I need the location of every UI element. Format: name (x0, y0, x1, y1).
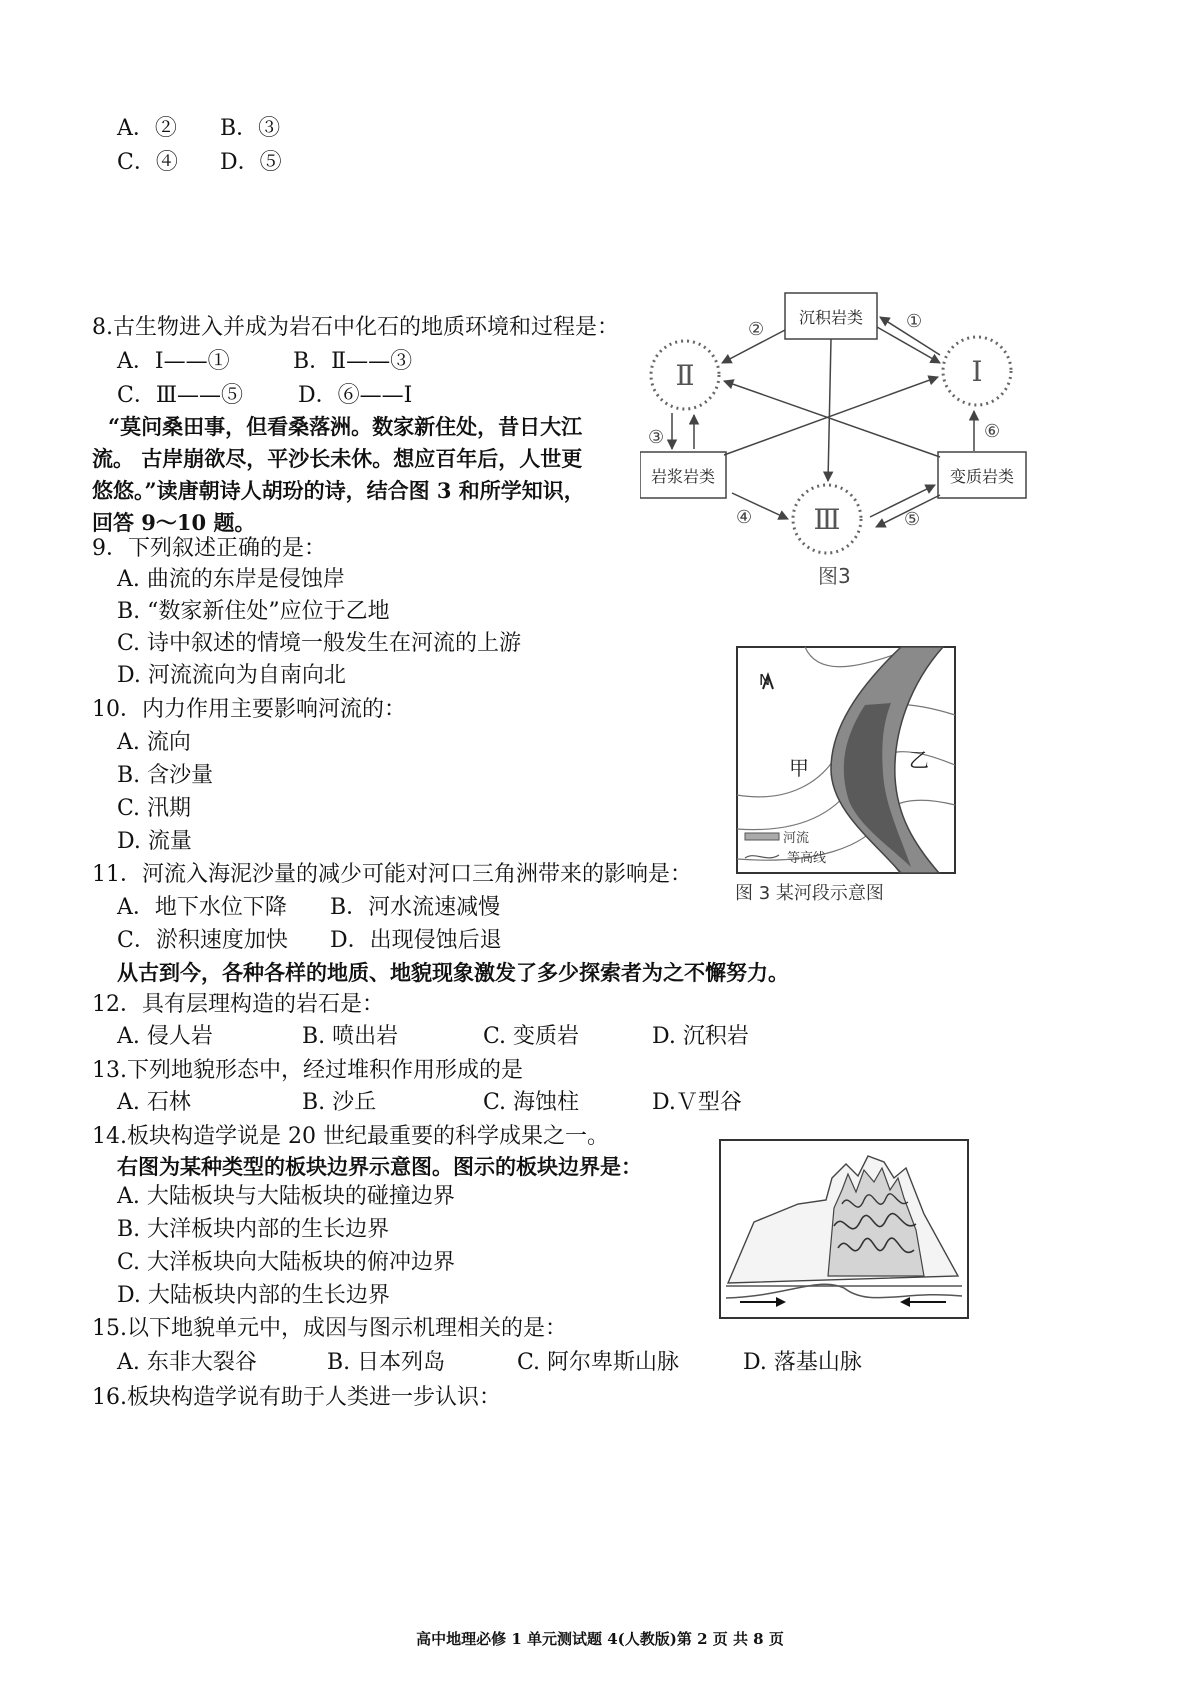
poem-line-3: 悠悠。”读唐朝诗人胡玢的诗，结合图 3 和所学知识， (92, 478, 585, 503)
q13-option-d: D.Ｖ型谷 (652, 1090, 742, 1115)
q9-option-a: A. 曲流的东岸是侵蚀岸 (117, 567, 345, 592)
q12-option-d: D. 沉积岩 (652, 1024, 749, 1049)
magma-label: 岩浆岩类 (650, 467, 716, 486)
circle-III-label: Ⅲ (813, 503, 841, 536)
q12-option-a: A. 侵人岩 (117, 1024, 213, 1049)
q8-stem: 8.古生物进入并成为岩石中化石的地质环境和过程是： (92, 315, 619, 340)
legend-river: 河流 (783, 831, 810, 846)
label-1: ① (906, 311, 923, 332)
q12-intro: 从古到今，各种各样的地质、地貌现象激发了多少探索者为之不懈努力。 (117, 960, 789, 985)
q10-option-c: C. 汛期 (117, 796, 192, 821)
q13-stem: 13.下列地貌形态中，经过堆积作用形成的是 (92, 1058, 523, 1083)
label-3: ③ (648, 427, 665, 448)
q8-option-a: A．Ⅰ——① (117, 349, 230, 374)
q11-option-b: B．河水流速减慢 (330, 895, 501, 920)
q7-option-b: B．③ (220, 116, 281, 141)
q8-option-d: D．⑥——Ⅰ (298, 383, 413, 408)
q14-stem: 14.板块构造学说是 20 世纪最重要的科学成果之一。 (92, 1124, 609, 1149)
label-5: ⑤ (904, 509, 921, 530)
label-6: ⑥ (984, 421, 1001, 442)
q14-option-c: C. 大洋板块向大陆板块的俯冲边界 (117, 1250, 456, 1275)
sedimentary-label: 沉积岩类 (798, 308, 864, 327)
q13-option-c: C. 海蚀柱 (483, 1090, 580, 1115)
q14-option-a: A. 大陆板块与大陆板块的碰撞边界 (117, 1184, 455, 1209)
q7-option-c: C．④ (117, 150, 178, 175)
q11-option-c: C．淤积速度加快 (117, 928, 288, 953)
q7-option-d: D．⑤ (220, 150, 282, 175)
q11-option-d: D．出现侵蚀后退 (330, 928, 502, 953)
q10-option-d: D. 流量 (117, 829, 192, 854)
q9-option-b: B. “数家新住处”应位于乙地 (117, 599, 390, 624)
q9-option-c: C. 诗中叙述的情境一般发生在河流的上游 (117, 631, 522, 656)
q12-stem: 12．具有层理构造的岩石是： (92, 992, 384, 1017)
legend-contour: 等高线 (787, 851, 827, 866)
rock-figure-caption: 图3 (818, 564, 851, 588)
north-label: N (759, 671, 771, 689)
q15-option-a: A. 东非大裂谷 (117, 1350, 257, 1375)
label-4: ④ (736, 507, 753, 528)
q10-option-b: B. 含沙量 (117, 763, 214, 788)
q13-option-b: B. 沙丘 (302, 1090, 377, 1115)
river-segment-map (735, 645, 967, 910)
q12-option-b: B. 喷出岩 (302, 1024, 399, 1049)
metamorphic-label: 变质岩类 (949, 467, 1015, 486)
q14-option-b: B. 大洋板块内部的生长边界 (117, 1217, 390, 1242)
q10-option-a: A. 流向 (117, 730, 191, 755)
q9-stem: 9．下列叙述正确的是： (92, 536, 326, 561)
q7-option-a: A．② (117, 116, 177, 141)
rock-cycle-diagram (640, 285, 1030, 590)
yi-label: 乙 (909, 748, 929, 772)
poem-line-1: “莫问桑田事，但看桑落洲。数家新住处，昔日大江 (108, 414, 583, 439)
q11-option-a: A．地下水位下降 (117, 895, 287, 920)
q8-option-c: C．Ⅲ——⑤ (117, 383, 244, 408)
q15-stem: 15.以下地貌单元中，成因与图示机理相关的是： (92, 1316, 567, 1341)
q12-option-c: C. 变质岩 (483, 1024, 580, 1049)
q11-stem: 11．河流入海泥沙量的减少可能对河口三角洲带来的影响是： (92, 862, 692, 887)
circle-I-label: Ⅰ (971, 355, 983, 388)
q15-option-c: C. 阿尔卑斯山脉 (517, 1350, 680, 1375)
q13-option-a: A. 石林 (117, 1090, 191, 1115)
label-2: ② (748, 319, 765, 340)
q16-stem: 16.板块构造学说有助于人类进一步认识： (92, 1385, 501, 1410)
plate-boundary-diagram (718, 1138, 972, 1322)
q15-option-d: D. 落基山脉 (743, 1350, 862, 1375)
poem-line-4: 回答 9～10 题。 (92, 510, 256, 535)
jia-label: 甲 (789, 756, 809, 780)
q14-intro: 右图为某种类型的板块边界示意图。图示的板块边界是： (117, 1154, 642, 1179)
q8-option-b: B．Ⅱ——③ (293, 349, 413, 374)
q14-option-d: D. 大陆板块内部的生长边界 (117, 1283, 390, 1308)
q9-option-d: D. 河流流向为自南向北 (117, 663, 346, 688)
circle-II-label: Ⅱ (675, 359, 695, 392)
poem-line-2: 流。 古岸崩欲尽，平沙长未休。想应百年后，人世更 (92, 446, 583, 471)
page-footer: 高中地理必修 1 单元测试题 4(人教版)第 2 页 共 8 页 (416, 1630, 784, 1648)
q15-option-b: B. 日本列岛 (327, 1350, 446, 1375)
q10-stem: 10．内力作用主要影响河流的： (92, 697, 406, 722)
river-figure-caption: 图 3 某河段示意图 (735, 883, 884, 904)
